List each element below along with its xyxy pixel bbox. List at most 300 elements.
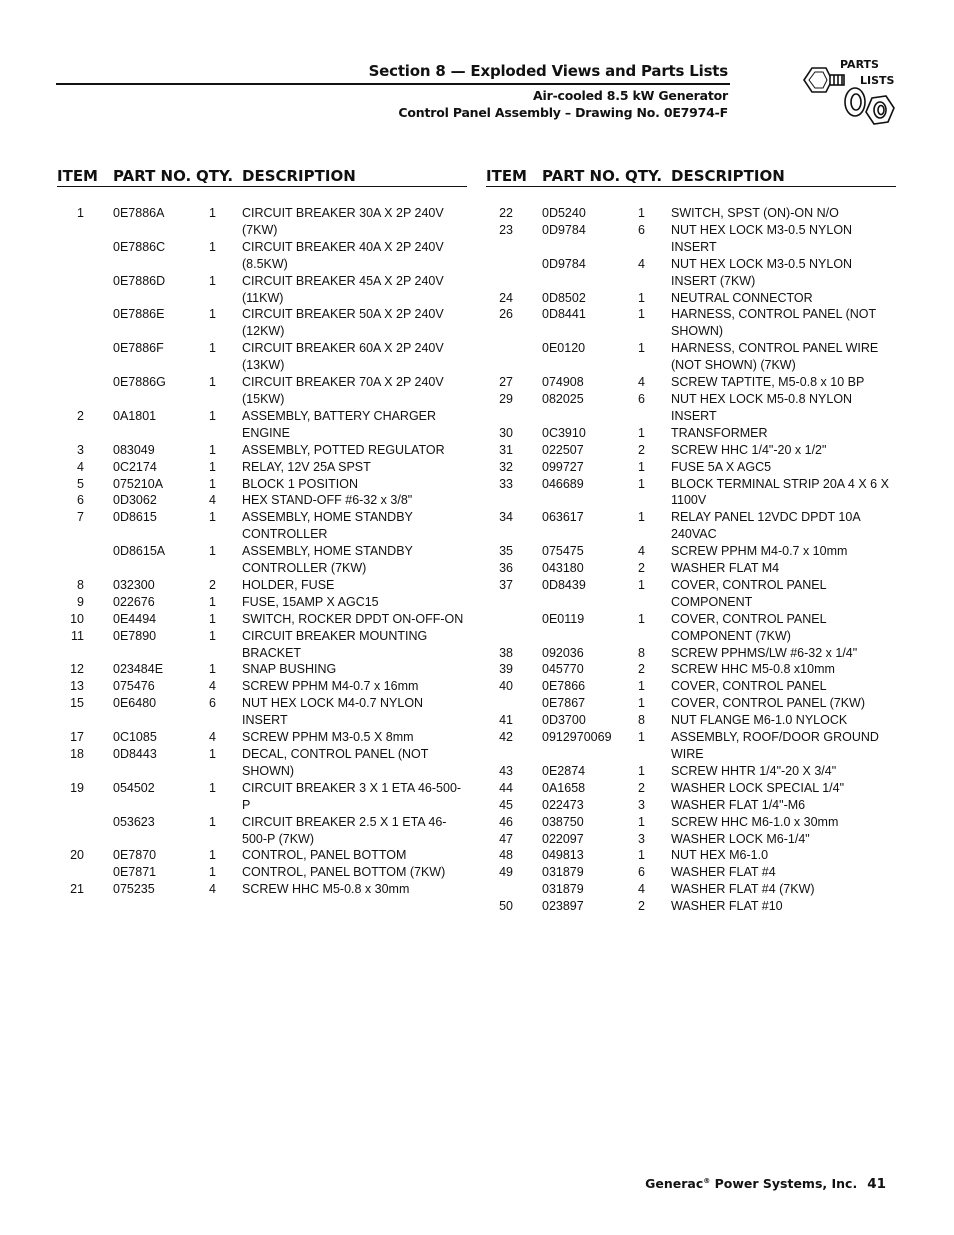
part-number: 0D8443: [113, 747, 157, 761]
item-number: 1: [77, 206, 84, 220]
item-number: 8: [77, 577, 84, 592]
part-number: 0E4494: [113, 611, 157, 626]
item-number: 27: [499, 375, 513, 390]
table-row: [486, 847, 896, 864]
description: WASHER FLAT 1/4"-M6: [671, 797, 806, 812]
part-number: 0D5240: [542, 206, 586, 220]
part-number: 0E6480: [113, 696, 157, 711]
quantity: 6: [638, 865, 645, 880]
parts-lists-icon: [800, 54, 900, 134]
quantity: 8: [638, 645, 645, 660]
table-row: [486, 577, 896, 611]
part-number: 0E7866: [542, 679, 586, 694]
table-row: [57, 543, 467, 577]
company-name-rest: Power Systems, Inc.: [710, 1176, 858, 1191]
description: SCREW HHC M5-0.8 x10mm: [671, 662, 835, 677]
description: HOLDER, FUSE: [242, 577, 335, 592]
quantity: 1: [638, 763, 645, 778]
description: BLOCK TERMINAL STRIP 20A 4 X 6 X 1100V: [671, 476, 889, 508]
item-number: 7: [77, 510, 84, 525]
quantity: 2: [209, 577, 216, 592]
badge-lists-text: LISTS: [860, 74, 895, 87]
item-number: 32: [499, 459, 513, 474]
quantity: 1: [638, 577, 645, 592]
item-number: 20: [70, 848, 84, 863]
quantity: 4: [638, 375, 645, 390]
item-number: 40: [499, 679, 513, 694]
table-row: [57, 509, 467, 543]
description: NUT HEX LOCK M5-0.8 NYLON INSERT: [671, 391, 853, 423]
table-row: [57, 205, 467, 239]
item-number: 43: [499, 763, 513, 778]
quantity: 1: [638, 307, 645, 322]
section-title: Section 8 — Exploded Views and Parts Lists: [368, 62, 728, 80]
col-item-header: ITEM: [486, 167, 527, 185]
part-number: 0E7886D: [113, 273, 166, 288]
part-number: 0D8502: [542, 290, 586, 305]
quantity: 1: [209, 510, 216, 525]
description: CIRCUIT BREAKER 40A X 2P 240V (8.5KW): [242, 239, 444, 271]
item-number: 37: [499, 577, 513, 592]
description: WASHER LOCK SPECIAL 1/4": [671, 780, 845, 795]
part-number: 0C3910: [542, 425, 586, 440]
description: DECAL, CONTROL PANEL (NOT SHOWN): [242, 747, 429, 778]
part-number: 0E7886A: [113, 206, 165, 220]
table-row: [486, 340, 896, 374]
table-row: [486, 425, 896, 442]
quantity: 2: [638, 899, 645, 914]
quantity: 4: [638, 544, 645, 559]
part-number: 038750: [542, 814, 584, 829]
part-number: 092036: [542, 645, 584, 660]
part-number: 022473: [542, 797, 584, 812]
item-number: 9: [77, 594, 84, 609]
part-number: 0D8439: [542, 577, 586, 592]
table-rows-left: [57, 205, 467, 898]
table-row: [486, 898, 896, 915]
part-number: 0E7886F: [113, 341, 164, 356]
quantity: 1: [209, 408, 216, 423]
description: ASSEMBLY, ROOF/DOOR GROUND WIRE: [671, 730, 879, 761]
quantity: 1: [638, 679, 645, 694]
part-number: 0912970069: [542, 730, 612, 745]
table-row: [486, 661, 896, 678]
quantity: 1: [209, 442, 216, 457]
quantity: 1: [638, 848, 645, 863]
part-number: 0E0120: [542, 341, 586, 356]
quantity: 1: [638, 206, 645, 220]
part-number: 0A1658: [542, 780, 586, 795]
table-row: [57, 881, 467, 898]
part-number: 022676: [113, 594, 155, 609]
description: NUT HEX LOCK M3-0.5 NYLON INSERT: [671, 222, 853, 254]
table-row: [57, 239, 467, 273]
part-number: 082025: [542, 391, 584, 406]
part-number: 053623: [113, 814, 155, 829]
description: HARNESS, CONTROL PANEL (NOT SHOWN): [671, 307, 876, 339]
part-number: 075210A: [113, 476, 164, 491]
quantity: 1: [209, 611, 216, 626]
table-row: [57, 306, 467, 340]
part-number: 075475: [542, 544, 584, 559]
item-number: 23: [499, 222, 513, 237]
part-number: 083049: [113, 442, 155, 457]
description: CONTROL, PANEL BOTTOM (7KW): [242, 865, 446, 880]
part-number: 0E7870: [113, 848, 157, 863]
item-number: 11: [71, 628, 84, 643]
quantity: 1: [638, 425, 645, 440]
quantity: 1: [638, 696, 645, 711]
description: HARNESS, CONTROL PANEL WIRE (NOT SHOWN) (7KW): [671, 341, 879, 373]
table-row: [486, 476, 896, 510]
item-number: 21: [70, 882, 84, 897]
part-number: 046689: [542, 476, 584, 491]
quantity: 1: [638, 459, 645, 474]
table-header-left: [57, 166, 467, 187]
description: CIRCUIT BREAKER 2.5 X 1 ETA 46-500-P (7KW): [242, 814, 447, 846]
part-number: 0D9784: [542, 256, 586, 271]
part-number: 0D8615: [113, 510, 157, 525]
table-rows-right: [486, 205, 896, 915]
table-row: [486, 374, 896, 391]
col-part-header: PART NO.: [113, 167, 192, 185]
part-number: 074908: [542, 375, 584, 390]
description: FUSE 5A X AGC5: [671, 459, 772, 474]
quantity: 4: [638, 882, 645, 897]
part-number: 0D8615A: [113, 544, 166, 559]
part-number: 0A1801: [113, 408, 157, 423]
description: SCREW HHC 1/4"-20 x 1/2": [671, 442, 827, 457]
table-row: [486, 459, 896, 476]
drawing-subtitle: Control Panel Assembly – Drawing No. 0E7974-F: [398, 105, 728, 120]
description: ASSEMBLY, HOME STANDBY CONTROLLER (7KW): [242, 544, 413, 576]
item-number: 22: [499, 206, 513, 220]
part-number: 0D3062: [113, 493, 157, 508]
table-row: [57, 661, 467, 678]
table-row: [486, 222, 896, 256]
table-row: [57, 273, 467, 307]
item-number: 36: [499, 561, 513, 576]
quantity: 1: [209, 459, 216, 474]
description: NUT HEX M6-1.0: [671, 848, 769, 863]
part-number: 0E7867: [542, 696, 586, 711]
col-desc-header: DESCRIPTION: [671, 167, 785, 185]
part-number: 0C1085: [113, 730, 157, 745]
part-number: 054502: [113, 780, 155, 795]
part-number: 022507: [542, 442, 584, 457]
table-header-right: [486, 166, 896, 187]
quantity: 2: [638, 780, 645, 795]
table-row: [57, 594, 467, 611]
quantity: 1: [209, 375, 216, 390]
part-number: 099727: [542, 459, 584, 474]
item-number: 17: [70, 730, 84, 745]
description: CONTROL, PANEL BOTTOM: [242, 848, 407, 863]
part-number: 0D9784: [542, 222, 586, 237]
quantity: 1: [209, 747, 216, 761]
item-number: 48: [499, 848, 513, 863]
table-row: [57, 746, 467, 780]
item-number: 44: [499, 780, 513, 795]
quantity: 4: [638, 256, 645, 271]
item-number: 19: [70, 780, 84, 795]
item-number: 39: [499, 662, 513, 677]
quantity: 1: [638, 814, 645, 829]
quantity: 1: [209, 476, 216, 491]
part-number: 023897: [542, 899, 584, 914]
part-number: 075235: [113, 882, 155, 897]
item-number: 50: [499, 899, 513, 914]
table-row: [486, 712, 896, 729]
description: SWITCH, SPST (ON)-ON N/O: [671, 206, 839, 220]
table-row: [486, 729, 896, 763]
quantity: 1: [209, 814, 216, 829]
item-number: 10: [70, 611, 84, 626]
description: NUT HEX LOCK M3-0.5 NYLON INSERT (7KW): [671, 256, 853, 288]
part-number: 031879: [542, 882, 584, 897]
description: CIRCUIT BREAKER 45A X 2P 240V (11KW): [242, 273, 444, 305]
item-number: 26: [499, 307, 513, 322]
col-part-header: PART NO.: [542, 167, 621, 185]
quantity: 1: [209, 865, 216, 880]
quantity: 1: [638, 290, 645, 305]
quantity: 6: [209, 696, 216, 711]
description: BLOCK 1 POSITION: [242, 476, 359, 491]
description: SCREW PPHMS/LW #6-32 x 1/4": [671, 645, 858, 660]
description: HEX STAND-OFF #6-32 x 3/8": [242, 493, 413, 508]
col-desc-header: DESCRIPTION: [242, 167, 356, 185]
description: NUT HEX LOCK M4-0.7 NYLON INSERT: [242, 696, 424, 728]
description: CIRCUIT BREAKER 50A X 2P 240V (12KW): [242, 307, 444, 339]
quantity: 8: [638, 713, 645, 728]
quantity: 3: [638, 797, 645, 812]
description: COVER, CONTROL PANEL (7KW): [671, 696, 866, 711]
quantity: 1: [638, 476, 645, 491]
quantity: 1: [638, 510, 645, 525]
item-number: 13: [70, 679, 84, 694]
col-qty-header: QTY.: [625, 167, 663, 185]
item-number: 30: [499, 425, 513, 440]
item-number: 18: [70, 747, 84, 761]
table-row: [486, 814, 896, 831]
quantity: 1: [209, 341, 216, 356]
item-number: 4: [77, 459, 84, 474]
item-number: 35: [499, 544, 513, 559]
description: CIRCUIT BREAKER 70A X 2P 240V (15KW): [242, 375, 444, 406]
description: SCREW PPHM M4-0.7 x 16mm: [242, 679, 419, 694]
item-number: 41: [499, 713, 513, 728]
part-number: 0C2174: [113, 459, 157, 474]
part-number: 0D3700: [542, 713, 586, 728]
description: ASSEMBLY, HOME STANDBY CONTROLLER: [242, 510, 413, 542]
table-row: [486, 695, 896, 712]
description: WASHER FLAT #10: [671, 899, 783, 914]
description: ASSEMBLY, BATTERY CHARGER ENGINE: [242, 408, 437, 440]
description: CIRCUIT BREAKER 3 X 1 ETA 46-500-P: [242, 780, 462, 812]
generator-subtitle: Air-cooled 8.5 kW Generator: [533, 88, 728, 103]
quantity: 4: [209, 730, 216, 745]
part-number: 0D8441: [542, 307, 586, 322]
col-qty-header: QTY.: [196, 167, 234, 185]
table-row: [486, 611, 896, 645]
quantity: 2: [638, 561, 645, 576]
item-number: 45: [499, 797, 513, 812]
table-row: [486, 509, 896, 543]
page-footer: [645, 1176, 886, 1192]
table-row: [486, 881, 896, 898]
description: COVER, CONTROL PANEL: [671, 679, 827, 694]
part-number: 075476: [113, 679, 155, 694]
part-number: 063617: [542, 510, 584, 525]
description: SNAP BUSHING: [242, 662, 337, 677]
item-number: 15: [70, 696, 84, 711]
quantity: 1: [209, 594, 216, 609]
quantity: 1: [209, 780, 216, 795]
description: SWITCH, ROCKER DPDT ON-OFF-ON: [242, 611, 464, 626]
table-row: [486, 560, 896, 577]
item-number: 29: [499, 391, 513, 406]
table-row: [57, 577, 467, 594]
item-number: 38: [499, 645, 513, 660]
table-row: [486, 442, 896, 459]
item-number: 2: [77, 408, 84, 423]
quantity: 2: [638, 442, 645, 457]
quantity: 4: [209, 882, 216, 897]
parts-table-right: [486, 166, 896, 915]
table-row: [486, 256, 896, 290]
table-row: [486, 678, 896, 695]
part-number: 022097: [542, 831, 584, 846]
item-number: 47: [499, 831, 513, 846]
table-row: [57, 492, 467, 509]
description: CIRCUIT BREAKER 60A X 2P 240V (13KW): [242, 341, 444, 373]
quantity: 1: [209, 628, 216, 643]
quantity: 3: [638, 831, 645, 846]
company-name: Generac: [645, 1176, 704, 1191]
part-number: 043180: [542, 561, 584, 576]
col-item-header: ITEM: [57, 167, 98, 185]
part-number: 0E7871: [113, 865, 157, 880]
part-number: 045770: [542, 662, 584, 677]
description: NEUTRAL CONNECTOR: [671, 290, 813, 305]
description: WASHER FLAT #4 (7KW): [671, 882, 815, 897]
table-row: [57, 408, 467, 442]
description: COVER, CONTROL PANEL COMPONENT (7KW): [671, 611, 827, 643]
table-row: [57, 678, 467, 695]
table-row: [486, 205, 896, 222]
item-number: 49: [499, 865, 513, 880]
item-number: 12: [70, 662, 84, 677]
description: SCREW HHTR 1/4"-20 X 3/4": [671, 763, 837, 778]
table-row: [57, 340, 467, 374]
parts-table-left: [57, 166, 467, 898]
table-row: [57, 459, 467, 476]
table-row: [486, 645, 896, 662]
table-row: [57, 611, 467, 628]
quantity: 1: [638, 730, 645, 745]
description: RELAY, 12V 25A SPST: [242, 459, 371, 474]
description: FUSE, 15AMP X AGC15: [242, 594, 379, 609]
description: NUT FLANGE M6-1.0 NYLOCK: [671, 713, 848, 728]
item-number: 42: [499, 730, 513, 745]
description: TRANSFORMER: [671, 425, 768, 440]
part-number: 023484E: [113, 662, 164, 677]
quantity: 1: [638, 341, 645, 356]
item-number: 3: [77, 442, 84, 457]
table-row: [486, 391, 896, 425]
description: CIRCUIT BREAKER 30A X 2P 240V (7KW): [242, 206, 444, 237]
item-number: 31: [499, 442, 513, 457]
quantity: 1: [638, 611, 645, 626]
description: WASHER FLAT #4: [671, 865, 776, 880]
part-number: 032300: [113, 577, 155, 592]
table-row: [57, 780, 467, 814]
quantity: 1: [209, 307, 216, 322]
part-number: 0E7886C: [113, 239, 166, 254]
header-rule: [56, 83, 730, 85]
description: SCREW HHC M6-1.0 x 30mm: [671, 814, 839, 829]
item-number: 6: [77, 493, 84, 508]
description: SCREW PPHM M4-0.7 x 10mm: [671, 544, 848, 559]
table-row: [57, 814, 467, 848]
quantity: 1: [209, 273, 216, 288]
table-row: [57, 628, 467, 662]
quantity: 1: [209, 206, 216, 220]
description: RELAY PANEL 12VDC DPDT 10A 240VAC: [671, 510, 860, 542]
description: COVER, CONTROL PANEL COMPONENT: [671, 577, 827, 609]
item-number: 34: [499, 510, 513, 525]
page-number: 41: [867, 1176, 886, 1192]
description: CIRCUIT BREAKER MOUNTING BRACKET: [242, 628, 428, 660]
item-number: 46: [499, 814, 513, 829]
quantity: 1: [209, 848, 216, 863]
table-row: [57, 374, 467, 408]
table-row: [486, 763, 896, 780]
quantity: 2: [638, 662, 645, 677]
quantity: 4: [209, 679, 216, 694]
part-number: 0E7886E: [113, 307, 165, 322]
part-number: 0E7890: [113, 628, 157, 643]
item-number: 5: [77, 476, 84, 491]
quantity: 4: [209, 493, 216, 508]
description: ASSEMBLY, POTTED REGULATOR: [242, 442, 445, 457]
table-row: [486, 306, 896, 340]
table-row: [57, 442, 467, 459]
description: SCREW TAPTITE, M5-0.8 x 10 BP: [671, 375, 865, 390]
part-number: 0E7886G: [113, 375, 166, 390]
part-number: 0E0119: [542, 611, 585, 626]
table-row: [486, 780, 896, 797]
item-number: 24: [499, 290, 513, 305]
table-row: [57, 864, 467, 881]
part-number: 049813: [542, 848, 584, 863]
table-row: [57, 476, 467, 493]
description: WASHER FLAT M4: [671, 561, 780, 576]
table-row: [486, 290, 896, 307]
quantity: 6: [638, 391, 645, 406]
description: SCREW HHC M5-0.8 x 30mm: [242, 882, 410, 897]
table-row: [486, 831, 896, 848]
item-number: 33: [499, 476, 513, 491]
registered-mark: ®: [703, 1176, 711, 1185]
badge-parts-text: PARTS: [840, 58, 879, 71]
table-row: [486, 797, 896, 814]
quantity: 1: [209, 662, 216, 677]
table-row: [57, 729, 467, 746]
quantity: 1: [209, 544, 216, 559]
description: WASHER LOCK M6-1/4": [671, 831, 810, 846]
part-number: 0E2874: [542, 763, 586, 778]
